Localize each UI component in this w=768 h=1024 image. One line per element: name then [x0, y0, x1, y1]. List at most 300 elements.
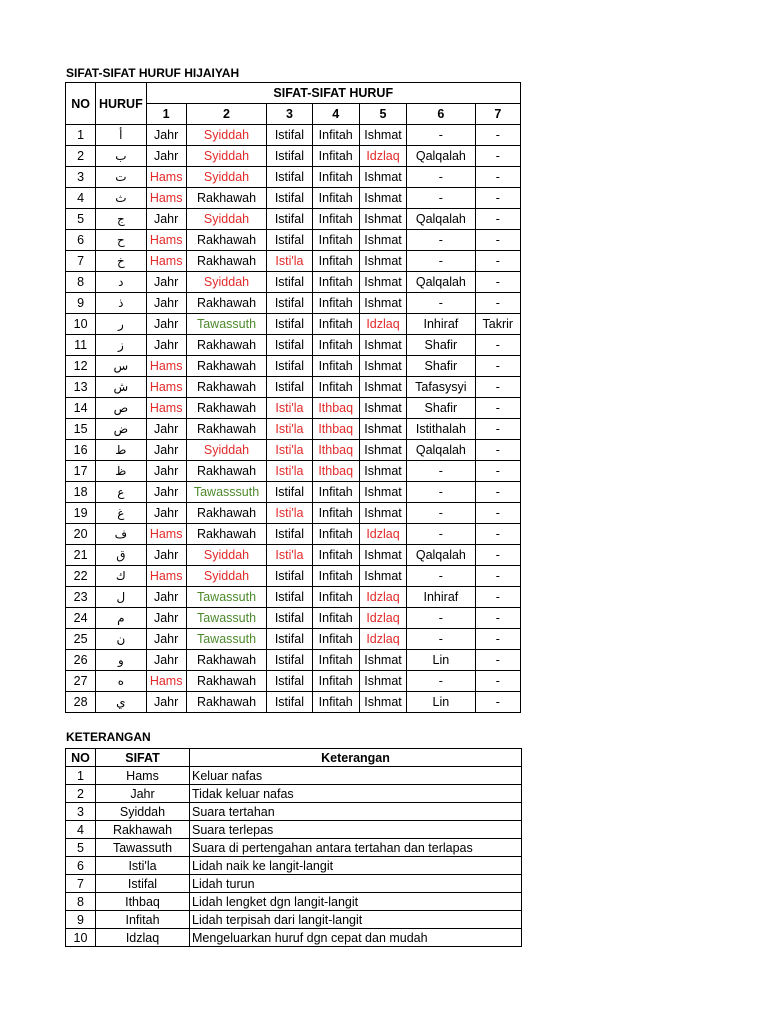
header-huruf: HURUF [96, 83, 146, 125]
sifat-cell-1: Jahr [146, 209, 186, 230]
row-number: 27 [66, 671, 96, 692]
row-number: 13 [66, 377, 96, 398]
sifat-cell-5: Ishmat [359, 293, 406, 314]
sifat-cell-5: Ishmat [359, 167, 406, 188]
sifat-cell-7: - [475, 188, 520, 209]
sifat-cell-5: Idzlaq [359, 629, 406, 650]
header-col-5: 5 [359, 104, 406, 125]
ket-header-no: NO [66, 749, 96, 767]
ket-sifat-name: Infitah [96, 911, 190, 929]
sifat-cell-5: Idzlaq [359, 587, 406, 608]
ket-row-number: 5 [66, 839, 96, 857]
sifat-cell-3: Istifal [267, 566, 312, 587]
sifat-cell-1: Hams [146, 167, 186, 188]
sifat-cell-2: Rakhawah [186, 251, 267, 272]
sifat-cell-1: Jahr [146, 629, 186, 650]
sifat-cell-3: Istifal [267, 188, 312, 209]
sifat-cell-4: Infitah [312, 629, 359, 650]
keterangan-row [66, 875, 522, 893]
table-row [66, 608, 521, 629]
sifat-cell-5: Ishmat [359, 377, 406, 398]
sifat-cell-5: Ishmat [359, 398, 406, 419]
huruf-letter: ث [96, 188, 146, 209]
sifat-cell-7: Takrir [475, 314, 520, 335]
sifat-cell-7: - [475, 398, 520, 419]
sifat-cell-4: Infitah [312, 356, 359, 377]
sifat-cell-3: Istifal [267, 356, 312, 377]
sifat-cell-1: Hams [146, 356, 186, 377]
ket-sifat-name: Ithbaq [96, 893, 190, 911]
ket-description: Suara di pertengahan antara tertahan dan terlapas [190, 839, 522, 857]
huruf-letter: س [96, 356, 146, 377]
header-col-2: 2 [186, 104, 267, 125]
sifat-cell-1: Jahr [146, 272, 186, 293]
keterangan-title: KETERANGAN [66, 730, 151, 744]
table-row [66, 629, 521, 650]
table-row [66, 650, 521, 671]
sifat-cell-6: Lin [407, 692, 475, 713]
table-row [66, 545, 521, 566]
sifat-cell-4: Ithbaq [312, 440, 359, 461]
sifat-cell-6: - [407, 461, 475, 482]
sifat-cell-4: Infitah [312, 272, 359, 293]
ket-sifat-name: Isti'la [96, 857, 190, 875]
sifat-cell-6: - [407, 503, 475, 524]
sifat-cell-5: Ishmat [359, 419, 406, 440]
huruf-letter: د [96, 272, 146, 293]
huruf-letter: ح [96, 230, 146, 251]
table-row [66, 167, 521, 188]
huruf-letter: ع [96, 482, 146, 503]
row-number: 18 [66, 482, 96, 503]
row-number: 3 [66, 167, 96, 188]
huruf-letter: ظ [96, 461, 146, 482]
keterangan-row [66, 857, 522, 875]
sifat-cell-3: Isti'la [267, 251, 312, 272]
sifat-cell-4: Ithbaq [312, 398, 359, 419]
ket-row-number: 10 [66, 929, 96, 947]
ket-row-number: 8 [66, 893, 96, 911]
huruf-letter: ل [96, 587, 146, 608]
row-number: 17 [66, 461, 96, 482]
ket-row-number: 1 [66, 767, 96, 785]
sifat-cell-3: Istifal [267, 524, 312, 545]
ket-description: Lidah lengket dgn langit-langit [190, 893, 522, 911]
table-row [66, 398, 521, 419]
sifat-cell-1: Hams [146, 524, 186, 545]
row-number: 4 [66, 188, 96, 209]
sifat-cell-2: Rakhawah [186, 503, 267, 524]
ket-description: Lidah naik ke langit-langit [190, 857, 522, 875]
sifat-cell-6: Tafasysyi [407, 377, 475, 398]
sifat-cell-2: Rakhawah [186, 398, 267, 419]
sifat-cell-1: Jahr [146, 608, 186, 629]
sifat-cell-2: Tawassuth [186, 629, 267, 650]
ket-sifat-name: Tawassuth [96, 839, 190, 857]
sifat-cell-7: - [475, 440, 520, 461]
sifat-cell-6: Shafir [407, 398, 475, 419]
sifat-cell-7: - [475, 545, 520, 566]
sifat-cell-5: Ishmat [359, 356, 406, 377]
sifat-cell-6: Inhiraf [407, 587, 475, 608]
sifat-cell-3: Istifal [267, 671, 312, 692]
sifat-cell-2: Tawassuth [186, 587, 267, 608]
sifat-cell-2: Rakhawah [186, 335, 267, 356]
table-row [66, 293, 521, 314]
page-title: SIFAT-SIFAT HURUF HIJAIYAH [66, 66, 240, 80]
sifat-cell-6: - [407, 125, 475, 146]
sifat-cell-2: Syiddah [186, 209, 267, 230]
keterangan-row [66, 803, 522, 821]
header-col-7: 7 [475, 104, 520, 125]
keterangan-row [66, 929, 522, 947]
sifat-cell-2: Rakhawah [186, 356, 267, 377]
row-number: 16 [66, 440, 96, 461]
keterangan-row [66, 911, 522, 929]
sifat-cell-5: Ishmat [359, 125, 406, 146]
row-number: 7 [66, 251, 96, 272]
sifat-cell-3: Istifal [267, 293, 312, 314]
table-row [66, 587, 521, 608]
sifat-cell-4: Infitah [312, 314, 359, 335]
sifat-cell-1: Jahr [146, 461, 186, 482]
sifat-cell-3: Istifal [267, 608, 312, 629]
row-number: 24 [66, 608, 96, 629]
sifat-cell-5: Idzlaq [359, 524, 406, 545]
sifat-cell-5: Ishmat [359, 230, 406, 251]
sifat-cell-1: Jahr [146, 440, 186, 461]
sifat-cell-7: - [475, 503, 520, 524]
huruf-letter: ت [96, 167, 146, 188]
sifat-cell-4: Ithbaq [312, 419, 359, 440]
sifat-cell-3: Istifal [267, 146, 312, 167]
sifat-cell-2: Rakhawah [186, 377, 267, 398]
sifat-cell-1: Jahr [146, 587, 186, 608]
huruf-letter: ه [96, 671, 146, 692]
sifat-cell-4: Infitah [312, 125, 359, 146]
sifat-cell-3: Istifal [267, 629, 312, 650]
sifat-cell-7: - [475, 230, 520, 251]
keterangan-row [66, 839, 522, 857]
sifat-cell-7: - [475, 356, 520, 377]
sifat-cell-1: Jahr [146, 293, 186, 314]
huruf-letter: ج [96, 209, 146, 230]
keterangan-row [66, 893, 522, 911]
huruf-letter: أ [96, 125, 146, 146]
sifat-cell-7: - [475, 209, 520, 230]
sifat-cell-7: - [475, 692, 520, 713]
sifat-cell-5: Ishmat [359, 440, 406, 461]
table-row [66, 125, 521, 146]
row-number: 1 [66, 125, 96, 146]
sifat-cell-2: Rakhawah [186, 293, 267, 314]
sifat-cell-3: Isti'la [267, 503, 312, 524]
sifat-cell-7: - [475, 482, 520, 503]
sifat-cell-5: Ishmat [359, 272, 406, 293]
row-number: 22 [66, 566, 96, 587]
sifat-cell-1: Hams [146, 671, 186, 692]
sifat-cell-3: Istifal [267, 167, 312, 188]
sifat-cell-5: Ishmat [359, 251, 406, 272]
huruf-letter: غ [96, 503, 146, 524]
sifat-cell-6: Shafir [407, 335, 475, 356]
row-number: 12 [66, 356, 96, 377]
sifat-cell-1: Hams [146, 230, 186, 251]
sifat-cell-4: Infitah [312, 545, 359, 566]
header-col-6: 6 [407, 104, 475, 125]
sifat-cell-6: Qalqalah [407, 545, 475, 566]
sifat-cell-1: Hams [146, 566, 186, 587]
sifat-cell-3: Istifal [267, 377, 312, 398]
sifat-cell-5: Ishmat [359, 461, 406, 482]
table-row [66, 524, 521, 545]
sifat-cell-3: Isti'la [267, 398, 312, 419]
sifat-cell-1: Jahr [146, 692, 186, 713]
sifat-cell-1: Jahr [146, 146, 186, 167]
table-body [66, 125, 521, 713]
sifat-cell-5: Ishmat [359, 188, 406, 209]
table-row [66, 251, 521, 272]
sifat-cell-2: Rakhawah [186, 650, 267, 671]
huruf-letter: ص [96, 398, 146, 419]
sifat-cell-4: Infitah [312, 650, 359, 671]
row-number: 6 [66, 230, 96, 251]
sifat-cell-4: Infitah [312, 335, 359, 356]
sifat-cell-2: Syiddah [186, 146, 267, 167]
sifat-cell-5: Idzlaq [359, 608, 406, 629]
sifat-cell-5: Ishmat [359, 671, 406, 692]
sifat-cell-7: - [475, 377, 520, 398]
sifat-cell-2: Rakhawah [186, 692, 267, 713]
ket-row-number: 9 [66, 911, 96, 929]
header-col-1: 1 [146, 104, 186, 125]
huruf-letter: ك [96, 566, 146, 587]
table-row [66, 503, 521, 524]
sifat-cell-6: Qalqalah [407, 209, 475, 230]
sifat-cell-6: - [407, 230, 475, 251]
ket-row-number: 3 [66, 803, 96, 821]
sifat-cell-1: Hams [146, 251, 186, 272]
sifat-cell-2: Tawasssuth [186, 482, 267, 503]
sifat-cell-1: Jahr [146, 650, 186, 671]
row-number: 28 [66, 692, 96, 713]
ket-row-number: 6 [66, 857, 96, 875]
sifat-cell-6: Qalqalah [407, 146, 475, 167]
table-row [66, 671, 521, 692]
sifat-cell-6: Qalqalah [407, 440, 475, 461]
ket-header-keterangan: Keterangan [190, 749, 522, 767]
sifat-cell-6: - [407, 566, 475, 587]
row-number: 8 [66, 272, 96, 293]
sifat-cell-6: Shafir [407, 356, 475, 377]
sifat-cell-7: - [475, 650, 520, 671]
row-number: 15 [66, 419, 96, 440]
ket-description: Lidah terpisah dari langit-langit [190, 911, 522, 929]
sifat-cell-7: - [475, 335, 520, 356]
sifat-cell-3: Istifal [267, 650, 312, 671]
sifat-cell-7: - [475, 293, 520, 314]
row-number: 26 [66, 650, 96, 671]
sifat-cell-6: - [407, 188, 475, 209]
huruf-letter: م [96, 608, 146, 629]
table-row [66, 230, 521, 251]
table-row [66, 419, 521, 440]
sifat-cell-6: - [407, 608, 475, 629]
huruf-letter: ب [96, 146, 146, 167]
sifat-cell-4: Infitah [312, 230, 359, 251]
sifat-cell-5: Ishmat [359, 566, 406, 587]
sifat-cell-7: - [475, 629, 520, 650]
huruf-letter: ق [96, 545, 146, 566]
header-col-4: 4 [312, 104, 359, 125]
ket-sifat-name: Rakhawah [96, 821, 190, 839]
ket-row-number: 7 [66, 875, 96, 893]
row-number: 25 [66, 629, 96, 650]
sifat-cell-3: Istifal [267, 230, 312, 251]
sifat-cell-2: Rakhawah [186, 524, 267, 545]
ket-description: Lidah turun [190, 875, 522, 893]
row-number: 23 [66, 587, 96, 608]
table-row [66, 566, 521, 587]
sifat-cell-1: Hams [146, 188, 186, 209]
sifat-cell-4: Infitah [312, 692, 359, 713]
sifat-cell-2: Tawassuth [186, 608, 267, 629]
ket-sifat-name: Jahr [96, 785, 190, 803]
keterangan-row [66, 767, 522, 785]
huruf-letter: ز [96, 335, 146, 356]
header-no: NO [66, 83, 96, 125]
sifat-cell-3: Isti'la [267, 419, 312, 440]
row-number: 21 [66, 545, 96, 566]
table-row [66, 188, 521, 209]
ket-description: Keluar nafas [190, 767, 522, 785]
header-sifat-group: SIFAT-SIFAT HURUF [146, 83, 520, 104]
sifat-cell-3: Istifal [267, 482, 312, 503]
sifat-cell-2: Syiddah [186, 272, 267, 293]
header-col-3: 3 [267, 104, 312, 125]
sifat-cell-2: Rakhawah [186, 671, 267, 692]
sifat-cell-1: Jahr [146, 419, 186, 440]
ket-sifat-name: Istifal [96, 875, 190, 893]
table-row [66, 692, 521, 713]
sifat-cell-4: Infitah [312, 167, 359, 188]
table-row [66, 209, 521, 230]
sifat-cell-4: Ithbaq [312, 461, 359, 482]
ket-description: Suara terlepas [190, 821, 522, 839]
sifat-cell-3: Istifal [267, 335, 312, 356]
sifat-cell-4: Infitah [312, 146, 359, 167]
huruf-letter: ض [96, 419, 146, 440]
table-row [66, 272, 521, 293]
ket-description: Tidak keluar nafas [190, 785, 522, 803]
sifat-huruf-table [65, 82, 521, 713]
sifat-cell-2: Syiddah [186, 440, 267, 461]
sifat-cell-6: - [407, 482, 475, 503]
sifat-cell-1: Jahr [146, 482, 186, 503]
sifat-cell-7: - [475, 524, 520, 545]
table-row [66, 461, 521, 482]
sifat-cell-3: Isti'la [267, 545, 312, 566]
sifat-cell-4: Infitah [312, 587, 359, 608]
sifat-cell-2: Rakhawah [186, 230, 267, 251]
ket-sifat-name: Hams [96, 767, 190, 785]
sifat-cell-4: Infitah [312, 524, 359, 545]
sifat-cell-6: - [407, 524, 475, 545]
sifat-cell-2: Syiddah [186, 167, 267, 188]
huruf-letter: ش [96, 377, 146, 398]
sifat-cell-3: Istifal [267, 209, 312, 230]
sifat-cell-3: Isti'la [267, 440, 312, 461]
sifat-cell-4: Infitah [312, 482, 359, 503]
huruf-letter: ط [96, 440, 146, 461]
sifat-cell-1: Jahr [146, 314, 186, 335]
table-row [66, 335, 521, 356]
sifat-cell-1: Hams [146, 398, 186, 419]
sifat-cell-4: Infitah [312, 293, 359, 314]
sifat-cell-6: Qalqalah [407, 272, 475, 293]
sifat-cell-4: Infitah [312, 209, 359, 230]
keterangan-body [66, 767, 522, 947]
huruf-letter: خ [96, 251, 146, 272]
sifat-cell-5: Idzlaq [359, 314, 406, 335]
row-number: 10 [66, 314, 96, 335]
table-row [66, 482, 521, 503]
sifat-cell-7: - [475, 608, 520, 629]
huruf-letter: و [96, 650, 146, 671]
sifat-cell-6: - [407, 671, 475, 692]
sifat-cell-5: Ishmat [359, 545, 406, 566]
table-row [66, 377, 521, 398]
sifat-cell-6: Inhiraf [407, 314, 475, 335]
row-number: 5 [66, 209, 96, 230]
row-number: 2 [66, 146, 96, 167]
sifat-cell-7: - [475, 419, 520, 440]
sifat-cell-7: - [475, 125, 520, 146]
sifat-cell-2: Rakhawah [186, 419, 267, 440]
sifat-cell-6: - [407, 251, 475, 272]
sifat-cell-1: Jahr [146, 335, 186, 356]
table-row [66, 314, 521, 335]
sifat-cell-4: Infitah [312, 188, 359, 209]
table-row [66, 440, 521, 461]
sifat-cell-2: Rakhawah [186, 188, 267, 209]
sifat-cell-2: Rakhawah [186, 461, 267, 482]
sifat-cell-1: Jahr [146, 503, 186, 524]
sifat-cell-7: - [475, 587, 520, 608]
sifat-cell-2: Syiddah [186, 125, 267, 146]
keterangan-row [66, 821, 522, 839]
sifat-cell-4: Infitah [312, 566, 359, 587]
sifat-cell-5: Ishmat [359, 209, 406, 230]
row-number: 20 [66, 524, 96, 545]
sifat-cell-6: - [407, 293, 475, 314]
huruf-letter: ف [96, 524, 146, 545]
table-row [66, 356, 521, 377]
sifat-cell-6: Istithalah [407, 419, 475, 440]
keterangan-row [66, 785, 522, 803]
sifat-cell-7: - [475, 566, 520, 587]
sifat-cell-2: Syiddah [186, 545, 267, 566]
keterangan-table [65, 748, 522, 947]
sifat-cell-4: Infitah [312, 608, 359, 629]
sifat-cell-5: Ishmat [359, 335, 406, 356]
sifat-cell-7: - [475, 461, 520, 482]
sifat-cell-1: Jahr [146, 125, 186, 146]
sifat-cell-7: - [475, 272, 520, 293]
sifat-cell-6: - [407, 167, 475, 188]
sifat-cell-5: Ishmat [359, 503, 406, 524]
huruf-letter: ي [96, 692, 146, 713]
